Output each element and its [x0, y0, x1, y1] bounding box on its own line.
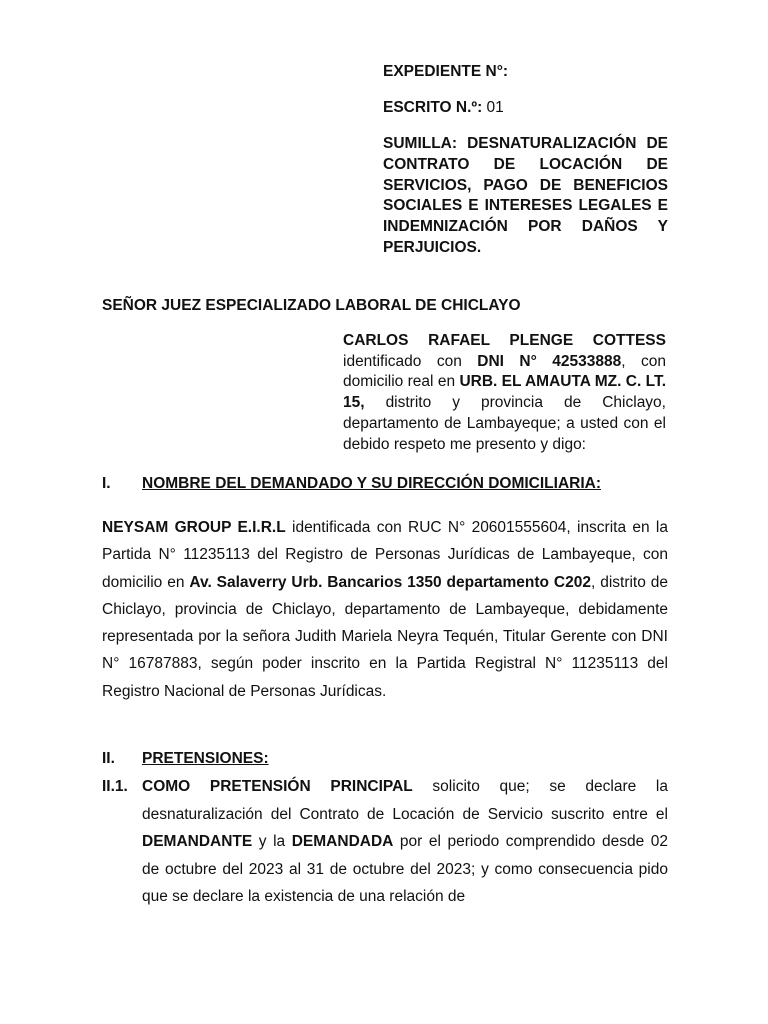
demandante-label: DEMANDANTE — [142, 833, 253, 851]
escrito-value: 01 — [482, 99, 504, 116]
sumilla: SUMILLA: DESNATURALIZACIÓN DE CONTRATO DE LOCACIÓN DE SERVICIOS, PAGO DE BENEFICIOS SOCIALES E INTERESES LEGALES E INDEMNIZACIÓN POR DAÑOS Y PERJUICIOS. — [383, 135, 668, 256]
defendant-address: Av. Salaverry Urb. Bancarios 1350 departamento C202 — [189, 573, 591, 591]
addressee: SEÑOR JUEZ ESPECIALIZADO LABORAL DE CHICLAYO — [102, 297, 521, 314]
section2-text-1: solicito que; se declare la desnaturalización del Contrato de Locación de Servicio suscrito entre el — [142, 778, 668, 823]
section1-text-1: identificada con RUC N° 20601555604, inscrita en la Partida N° 11235113 del Registro de Personas Jurídicas de Lambayeque, con domicilio en — [102, 519, 668, 591]
expediente-label: EXPEDIENTE N°: — [383, 63, 509, 80]
escrito-line — [383, 98, 668, 119]
section2-sub-number: II.1. — [102, 778, 128, 795]
section2-sub-paragraph — [142, 773, 668, 911]
intro-paragraph — [343, 331, 666, 455]
pretension-lead: COMO PRETENSIÓN PRINCIPAL — [142, 778, 413, 795]
demandada-label: DEMANDADA — [291, 833, 394, 851]
intro-text-2: , con domicilio real en — [343, 352, 666, 391]
section2-text-2: y la — [252, 833, 292, 851]
section1-text-2: , distrito de Chiclayo, provincia de Chiclayo, departamento de Lambayeque, debidamente representada por la señora Judith Mariela Neyra Tequén, Titular Gerente con DNI N° 16787883, según poder inscrito en la Partida Registral N° 11235113 del Registro Nacional de Personas Jurídicas. — [102, 573, 668, 700]
plaintiff-name: CARLOS RAFAEL PLENGE COTTESS — [343, 332, 666, 349]
section1-title: NOMBRE DEL DEMANDADO Y SU DIRECCIÓN DOMICILIARIA: — [142, 475, 601, 492]
intro-text-3: distrito y provincia de Chiclayo, departamento de Lambayeque; a usted con el debido respeto me presento y digo: — [343, 394, 666, 453]
section2-number: II. — [102, 750, 115, 767]
intro-text-1: identificado con — [343, 352, 478, 370]
section1-paragraph — [102, 514, 668, 705]
section2-text-3: por el periodo comprendido desde 02 de octubre del 2023 al 31 de octubre del 2023; y como consecuencia pido que se declare la existencia de una relación de — [142, 833, 668, 906]
plaintiff-dni: DNI N° 42533888 — [477, 352, 622, 370]
defendant-name: NEYSAM GROUP E.I.R.L — [102, 519, 286, 536]
escrito-label: ESCRITO N.º: — [383, 99, 483, 116]
plaintiff-address: URB. EL AMAUTA MZ. C. LT. 15, — [343, 373, 667, 412]
section1-number: I. — [102, 475, 111, 492]
section2-title: PRETENSIONES: — [142, 750, 269, 767]
